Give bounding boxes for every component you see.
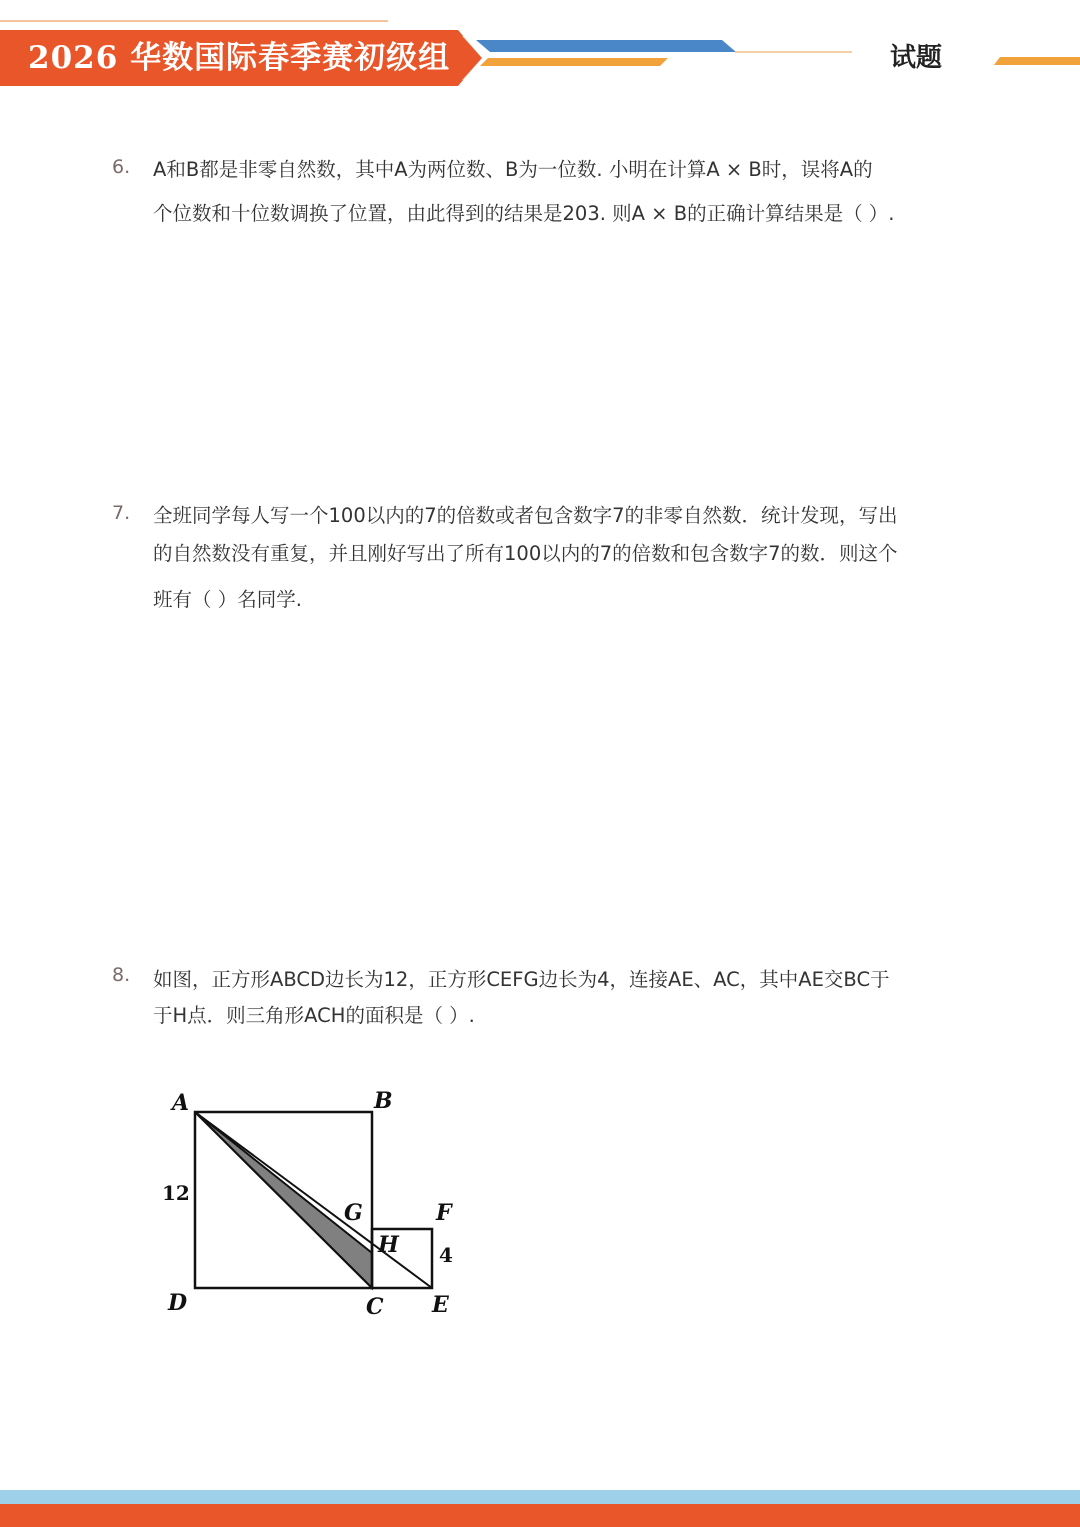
label-c: C xyxy=(366,1294,384,1320)
footer-orange-band xyxy=(0,1504,1080,1527)
question-line: A和B都是非零自然数，其中A为两位数、B为一位数. 小明在计算A × B时，误将A的 xyxy=(153,158,873,181)
label-a: A xyxy=(172,1090,190,1116)
header-amber-stripe xyxy=(480,58,668,66)
side-length-small: 4 xyxy=(439,1243,453,1267)
footer-blue-band xyxy=(0,1490,1080,1504)
label-g: G xyxy=(344,1200,363,1226)
question-line: 如图，正方形ABCD边长为12，正方形CEFG边长为4，连接AE、AC，其中AE交BC于 xyxy=(153,968,890,991)
header-right-stripe xyxy=(994,57,1080,65)
label-h: H xyxy=(378,1232,399,1258)
segment-ae xyxy=(195,1112,432,1288)
question-number: 6. xyxy=(112,156,131,178)
side-length-big: 12 xyxy=(162,1181,190,1205)
question-line: 的自然数没有重复，并且刚好写出了所有100以内的7的倍数和包含数字7的数．则这个 xyxy=(153,542,898,565)
question-number: 8. xyxy=(112,964,131,986)
question-line: 班有（ ）名同学. xyxy=(153,588,302,611)
page-header xyxy=(0,0,1080,100)
label-d: D xyxy=(168,1290,188,1316)
label-b: B xyxy=(374,1088,393,1114)
question-line: 于H点．则三角形ACH的面积是（ ）. xyxy=(153,1004,475,1027)
question-line: 个位数和十位数调换了位置，由此得到的结果是203. 则A × B的正确计算结果是（ ）. xyxy=(153,202,895,225)
label-e: E xyxy=(432,1292,449,1318)
header-title: 2026 华数国际春季赛初级组 xyxy=(28,40,451,76)
label-f: F xyxy=(436,1200,452,1226)
header-section-label: 试题 xyxy=(890,43,943,73)
geometry-figure xyxy=(150,1080,480,1330)
question-number: 7. xyxy=(112,502,131,524)
question-line: 全班同学每人写一个100以内的7的倍数或者包含数字7的非零自然数．统计发现，写出 xyxy=(153,504,898,527)
header-blue-stripe xyxy=(476,40,736,52)
